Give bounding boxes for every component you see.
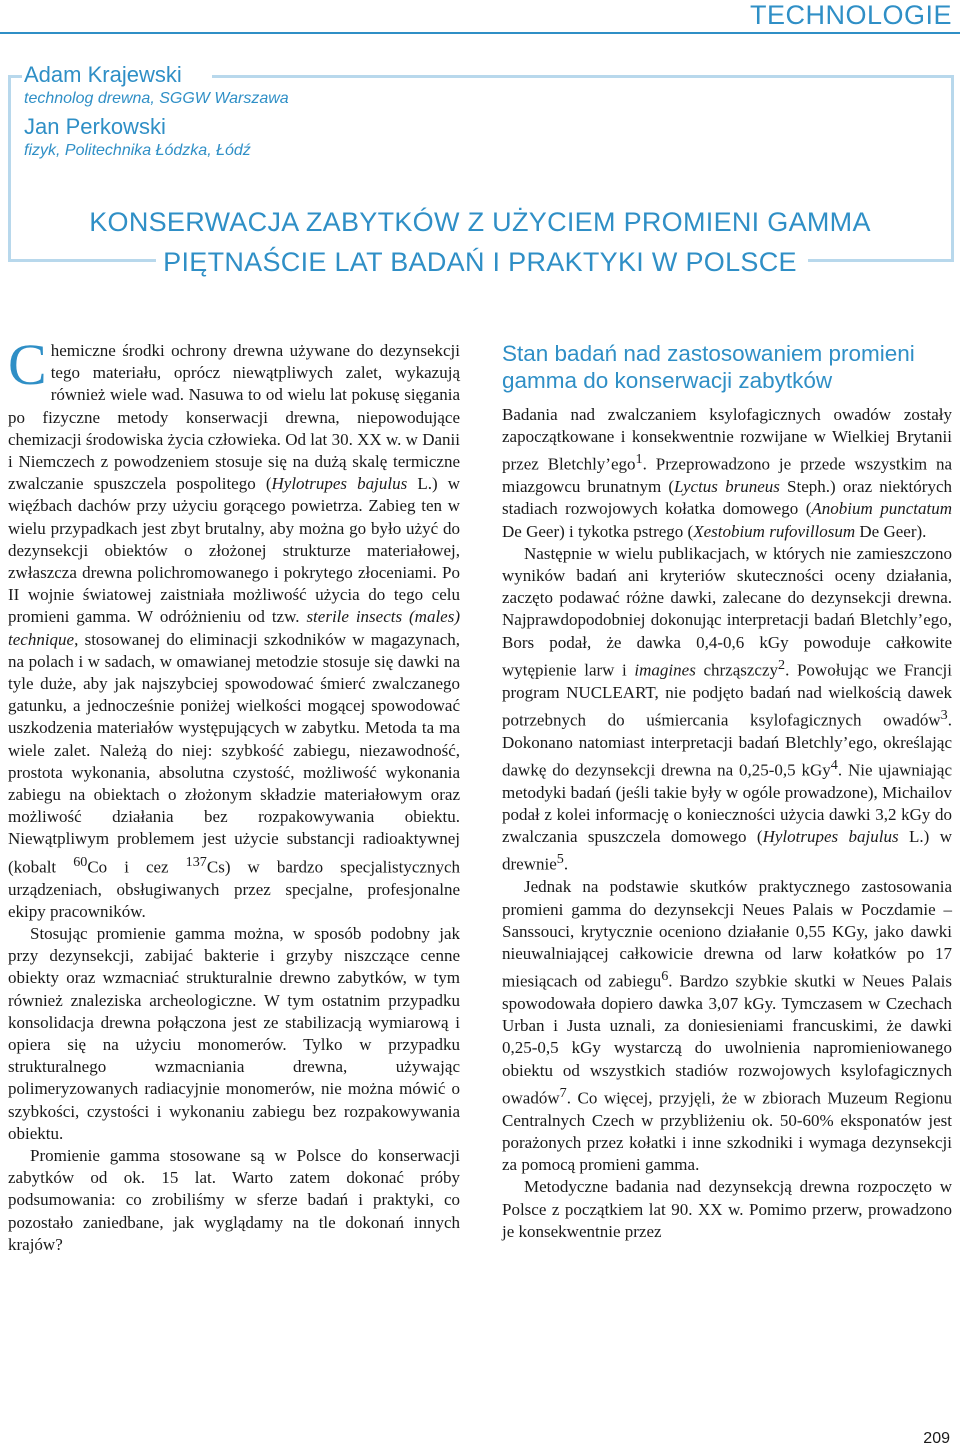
footnote-ref: 7: [559, 1084, 567, 1101]
footnote-ref: 4: [830, 757, 838, 774]
title-line-2: PIĘTNAŚCIE LAT BADAŃ I PRAKTYKI W POLSCE: [163, 247, 797, 277]
author-name: Jan Perkowski: [24, 114, 166, 139]
body-paragraph: Badania nad zwalczaniem ksylofagicznych owadów zostały zapoczątkowane i konsekwentnie rozwijane w Wielkiej Brytanii przez Bletchly’ego$^1$. Przeprowadzono je przede wszystkim na miazgowcu brunatnym (Lyctus bruneus Steph.) oraz niektórych stadiach rozwojowych kołatka domowego (Anobium punctatum De Geer) i tykotka pstrego (Xestobium rufovillosum De Geer).: [502, 405, 952, 541]
intro-paragraph: Chemiczne środki ochrony drewna używane do dezynsekcji tego materiału, oprócz niewątpliwych zalet, wykazują również wiele wad. Nasuwa to od wielu lat pokusę sięgania po fizyczne metody konserwacji drewna, niepowodujące chemizacji środowiska życia człowieka. Od lat 30. XX w. w Danii i Niemczech z powodzeniem stosuje się na dużą skalę termiczne zwalczanie spuszczela pospolitego (Hylotrupes bajulus L.) w więźbach dachów przy użyciu gorącego powietrza. Zabieg ten w wielu przypadkach jest zbyt brutalny, aby można go było użyć do dezynsekcji obiektów o złożonej strukturze materiałowej, zwłaszcza drewna polichromowanego i pokrytego złoceniami. Po II wojnie światowej zaistniała możliwość użycia do tego celu promieni gamma. W odróżnieniu od tzw. sterile insects (males) technique, stosowanej do eliminacji szkodników w magazynach, na polach i w sadach, w omawianej metodzie stosuje się dawki na tyle duże, aby jak najszybciej spowodować śmierć zwalczanego gatunku, a jednocześnie poniżej wielkości mogącej spowodować uszkodzenia materiałów występujących w zabytku. Metoda ta ma wiele zalet. Należą do niej: szybkość zabiegu, niezawodność, prostota wykonania, absolutna czystość, możliwość wykonania zabiegu na obiektach o złożonym składzie materiałowym oraz możliwość działania bez rozpakowywania obiektu. Niewątpliwym problemem jest użycie substancji radioaktywnej (kobalt $^{60}$Co i cez $^{137}$Cs) w bardzo specjalistycznych urządzeniach, obsługiwanych przez specjalne, profesjonalne ekipy pracowników.: [8, 332, 461, 921]
right-column: [502, 340, 952, 1243]
frame-line: [212, 75, 954, 78]
author-block: [24, 62, 289, 166]
body-paragraph: Metodyczne badania nad dezynsekcją drewna rozpoczęto w Polsce z początkiem lat 90. XX w. Pomimo przerw, prowadzono je konsekwentnie przez: [502, 1177, 952, 1241]
footnote-ref: 6: [661, 968, 669, 985]
body-paragraph: Stosując promienie gamma można, w sposób podobny jak przy dezynsekcji, zabijać bakterie i grzyby niszczące cenne obiekty oraz wzmacniać strukturalnie drewno zabytków, w tym również znaleziska archeologiczne. W tym ostatnim przypadku konsolidacja drewna połączona jest ze stabilizacją wymiarową i opiera się na użyciu monomerów. Tylko w przypadku strukturalnego wzmacniania drewna, używając polimeryzowanych radiacyjnie monomerów, nie można mówić o szybkości, czystości i wykonaniu zabiegu bez rozpakowywania obiektu.: [8, 923, 460, 1143]
article-title: [0, 202, 960, 282]
drop-cap: C: [8, 332, 47, 397]
title-line-1: KONSERWACJA ZABYTKÓW Z UŻYCIEM PROMIENI GAMMA: [89, 207, 871, 237]
body-paragraph: Jednak na podstawie skutków praktycznego zastosowania promieni gamma do dezynsekcji Neues Palais w Poczdamie – Sanssouci, krytycznie oceniono działanie 0,55 KGy, jako dawki nieuwalniającej całkowicie drewna od larw kołatków po 17 miesiącach od zabiegu$^6$. Bardzo szybkie skutki w Neues Palais spowodowała dopiero dawka 3,07 kGy. Tymczasem w Czechach Urban i Justa uznali, za doniesieniami francuskimi, że dawki 0,25-0,5 kGy wystarczą do uwolnienia napromieniowanego obiektu od wszystkich stadiów rozwojowych ksylofagicznych owadów$^7$. Co więcej, przyjęli, że w zbiorach Muzeum Regionu Centralnych Czech w przybliżeniu ok. 50-60% eksponatów jest porażonych przez kołatki i inne szkodniki i wymaga dezynsekcji za pomocą promieni gamma.: [502, 877, 953, 1175]
body-paragraph: Następnie w wielu publikacjach, w których nie zamieszczono wyników badań ani kryteriów skuteczności oceny działania, zaczęto podawać różne dawki, zalecane do dezynsekcji drewna. Najprawdopodobniej dokonując interpretacji badań Bletchly’ego, Bors podał, że dawka 0,4-0,6 kGy powoduje całkowite wytępienie larw i imagines chrząszczy$^2$. Powołując we Francji program NUCLEART, nie podjęto badań nad wielkością dawek potrzebnych do uśmiercania ksylofagicznych owadów$^3$. Dokonano natomiast interpretacji badań Bletchly’ego, określając dawkę do dezynsekcji drewna na 0,25-0,5 kGy$^4$. Nie ujawniając metodyki badań (jeśli takie były w ogóle prowadzone), Michailov podał z kolei informację o konieczności użycia dawki 3,2 kGy do zwalczania spuszczela domowego (Hylotrupes bajulus L.) w drewnie$^5$.: [502, 543, 953, 875]
footnote-ref: 3: [940, 706, 948, 723]
footnote-ref: 5: [556, 851, 564, 868]
author-name: Adam Krajewski: [24, 62, 182, 87]
page-number: 209: [923, 1430, 950, 1447]
footnote-ref: 2: [778, 656, 786, 673]
section-header: TECHNOLOGIE: [749, 0, 952, 30]
header-rule: [0, 32, 960, 34]
author-affiliation: fizyk, Politechnika Łódzka, Łódź: [24, 142, 251, 159]
author-affiliation: technolog drewna, SGGW Warszawa: [24, 90, 289, 107]
body-paragraph: Promienie gamma stosowane są w Polsce do konserwacji zabytków od ok. 15 lat. Warto zatem dokonać próby podsumowania: co zrobiliśmy w sferze badań i praktyki, co pozostało zaniedbane, jak wyglądamy na tle dokonań innych krajów?: [8, 1145, 460, 1254]
footnote-ref: 1: [635, 451, 643, 468]
left-column: [8, 332, 461, 1256]
section-subheading: Stan badań nad zastosowaniem promieni gamma do konserwacji zabytków: [502, 341, 915, 393]
